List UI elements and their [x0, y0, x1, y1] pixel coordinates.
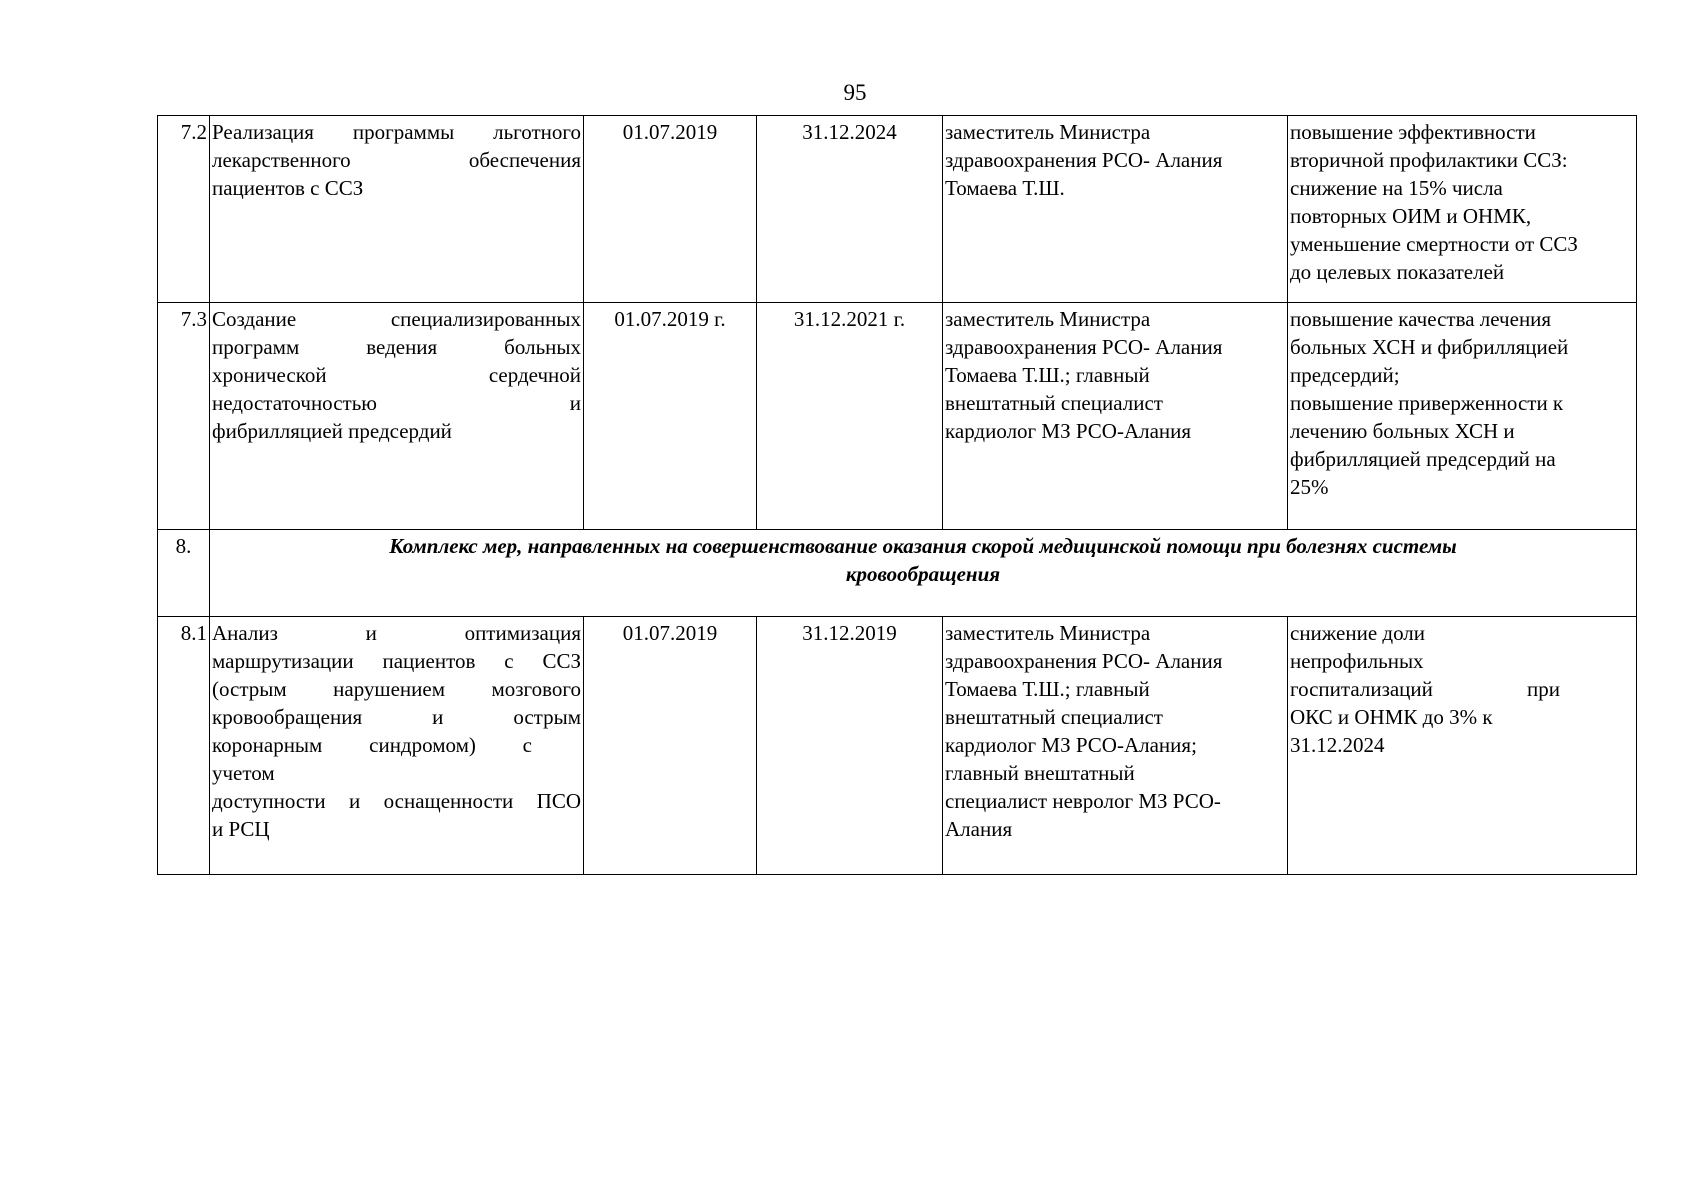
- text-line: Анализ и оптимизация: [212, 621, 581, 645]
- text-line: Томаева Т.Ш.: [945, 176, 1065, 200]
- start-date: 01.07.2019: [584, 116, 757, 303]
- text-line: здравоохранения РСО- Алания: [945, 148, 1223, 172]
- end-date: 31.12.2019: [757, 617, 943, 875]
- text-line: коронарным синдромом) с: [212, 733, 532, 757]
- text-line: непрофильных: [1290, 649, 1424, 673]
- text-line: Томаева Т.Ш.; главный: [945, 363, 1150, 387]
- end-date: 31.12.2021 г.: [757, 303, 943, 530]
- expected-result: [1288, 303, 1637, 530]
- text-line: здравоохранения РСО- Алания: [945, 335, 1223, 359]
- text-line: повышение качества лечения: [1290, 307, 1552, 331]
- responsible: [943, 303, 1288, 530]
- end-date: 31.12.2024: [757, 116, 943, 303]
- text-line: повторных ОИМ и ОНМК,: [1290, 204, 1532, 228]
- text-line: Реализация программы льготного: [212, 120, 581, 144]
- text-line: (острым нарушением мозгового: [212, 677, 581, 701]
- text-line: заместитель Министра: [945, 621, 1151, 645]
- row-number: 7.2: [158, 116, 210, 303]
- text-line: главный внештатный: [945, 761, 1135, 785]
- text-line: заместитель Министра: [945, 307, 1151, 331]
- text-line: уменьшение смертности от ССЗ: [1290, 232, 1578, 256]
- text-line: лечению больных ХСН и: [1290, 419, 1515, 443]
- text-line: учетом: [212, 761, 275, 785]
- text-line: ОКС и ОНМК до 3% к: [1290, 705, 1493, 729]
- row-number: 7.3: [158, 303, 210, 530]
- start-date: 01.07.2019: [584, 617, 757, 875]
- text-line: кардиолог МЗ РСО-Алания: [945, 419, 1192, 443]
- text-line: здравоохранения РСО- Алания: [945, 649, 1223, 673]
- text-line: фибрилляцией предсердий на: [1290, 447, 1556, 471]
- expected-result: [1288, 116, 1637, 303]
- section-title-line: Комплекс мер, направленных на совершенствование оказания скорой медицинской помощи при болезнях системы: [389, 534, 1457, 558]
- text-line: снижение доли: [1290, 621, 1426, 645]
- text-line: кардиолог МЗ РСО-Алания;: [945, 733, 1197, 757]
- measures-table: [157, 115, 1637, 875]
- text-line: пациентов с ССЗ: [212, 176, 364, 200]
- text-line: недостаточностью и: [212, 391, 581, 415]
- section-title-line: кровообращения: [845, 562, 1001, 586]
- text-line: повышение приверженности к: [1290, 391, 1564, 415]
- text-line: до целевых показателей: [1290, 260, 1505, 284]
- responsible: [943, 617, 1288, 875]
- text-line: госпитализаций при: [1290, 677, 1560, 701]
- section-number: 8.: [158, 530, 210, 617]
- measure-name: [210, 617, 584, 875]
- text-line: вторичной профилактики ССЗ:: [1290, 148, 1568, 172]
- section-row: [158, 530, 1637, 617]
- text-line: программ ведения больных: [212, 335, 581, 359]
- text-line: фибрилляцией предсердий: [212, 419, 452, 443]
- text-line: лекарственного обеспечения: [212, 148, 581, 172]
- start-date: 01.07.2019 г.: [584, 303, 757, 530]
- table-row: [158, 116, 1637, 303]
- text-line: Томаева Т.Ш.; главный: [945, 677, 1150, 701]
- table-row: [158, 617, 1637, 875]
- text-line: специалист невролог МЗ РСО-: [945, 789, 1221, 813]
- text-line: доступности и оснащенности ПСО: [212, 789, 581, 813]
- text-line: заместитель Министра: [945, 120, 1151, 144]
- text-line: внештатный специалист: [945, 391, 1163, 415]
- text-line: больных ХСН и фибрилляцией: [1290, 335, 1569, 359]
- responsible: [943, 116, 1288, 303]
- measure-name: [210, 303, 584, 530]
- text-line: маршрутизации пациентов с ССЗ: [212, 649, 581, 673]
- page-number: 95: [843, 80, 867, 105]
- expected-result: [1288, 617, 1637, 875]
- row-number: 8.1: [158, 617, 210, 875]
- text-line: Создание специализированных: [212, 307, 581, 331]
- measure-name: [210, 116, 584, 303]
- text-line: внештатный специалист: [945, 705, 1163, 729]
- table-row: [158, 303, 1637, 530]
- text-line: хронической сердечной: [212, 363, 581, 387]
- text-line: 25%: [1290, 475, 1329, 499]
- text-line: 31.12.2024: [1290, 733, 1385, 757]
- section-title: [210, 530, 1637, 617]
- text-line: кровообращения и острым: [212, 705, 581, 729]
- text-line: повышение эффективности: [1290, 120, 1536, 144]
- text-line: Алания: [945, 817, 1013, 841]
- text-line: предсердий;: [1290, 363, 1400, 387]
- text-line: снижение на 15% числа: [1290, 176, 1503, 200]
- text-line: и РСЦ: [212, 817, 270, 841]
